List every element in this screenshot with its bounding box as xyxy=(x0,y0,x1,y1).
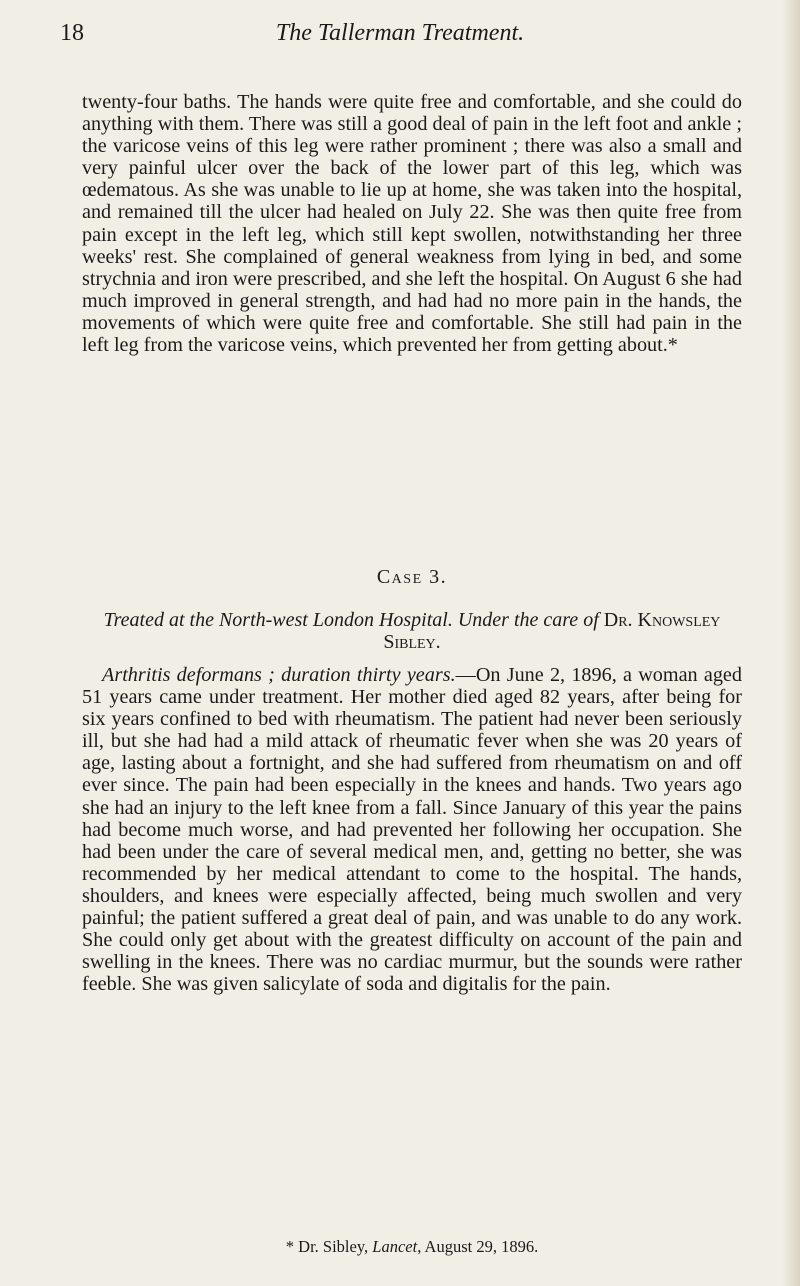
paragraph-2-lead: Arthritis deformans ; duration thirty years. xyxy=(102,664,456,686)
case-subtitle-doctor: Dr. Knowsley Sibley. xyxy=(383,609,721,653)
page-edge-shadow xyxy=(782,0,800,1286)
paragraph-2-text: —On June 2, 1896, a woman aged 51 years came under treatment. Her mother died aged 82 years, after being for six years confined to bed with rheumatism. The patient had never been seriously ill, but she had had a mild attack of rheumatic fever when she was 20 years of age, lasting about a fortnight, and she had suffered from rheumatism on and off ever since. The pain had been especially in the knees and hands. Two years ago she had an injury to the left knee from a fall. Since January of this year the pains had become much worse, and had prevented her following her occupation. She had been under the care of several medical men, and, getting no better, she was recommended by her medical attendant to come to the hospital. The hands, shoulders, and knees were especially affected, being much swollen and very painful; the patient suffered a great deal of pain, and was unable to do any work. She could only get about with the greatest difficulty on account of the pain and swelling in the knees. There was no cardiac murmur, but the sounds were rather feeble. She was given salicylate of soda and digitalis for the pain. xyxy=(82,664,742,996)
case-subtitle-hospital: Treated at the North-west London Hospital. Under the care of xyxy=(103,609,599,631)
footnote-date: , August 29, 1896. xyxy=(417,1237,539,1256)
paragraph-case-3 xyxy=(82,664,742,995)
case-subtitle xyxy=(82,609,742,653)
paragraph-1-text: twenty-four baths. The hands were quite free and comfortable, and she could do anything with them. There was still a good deal of pain in the left foot and ankle ; the varicose veins of this leg were rather prominent ; there was also a small and very painful ulcer over the back of the lower part of this leg, which was œdematous. As she was unable to lie up at home, she was taken into the hospital, and remained till the ulcer had healed on July 22. She was then quite free from pain except in the left leg, which still kept swollen, notwithstanding her three weeks' rest. She complained of general weakness from lying in bed, and some strychnia and iron were prescribed, and she left the hospital. On August 6 she had much improved in general strength, and had had no more pain in the hands, the movements of which were quite free and comfortable. She still had pain in the left leg from the varicose veins, which prevented her from getting about.* xyxy=(82,91,742,357)
case-heading: Case 3. xyxy=(376,566,448,588)
paragraph-2 xyxy=(82,664,742,995)
running-title: The Tallerman Treatment. xyxy=(275,20,525,46)
running-head xyxy=(60,20,740,60)
footnote-journal: Lancet xyxy=(372,1237,418,1256)
footnote-prefix: * Dr. Sibley, xyxy=(285,1237,373,1256)
footnote xyxy=(82,1237,742,1257)
page-number: 18 xyxy=(60,20,84,46)
paragraph-continuation xyxy=(82,91,742,356)
